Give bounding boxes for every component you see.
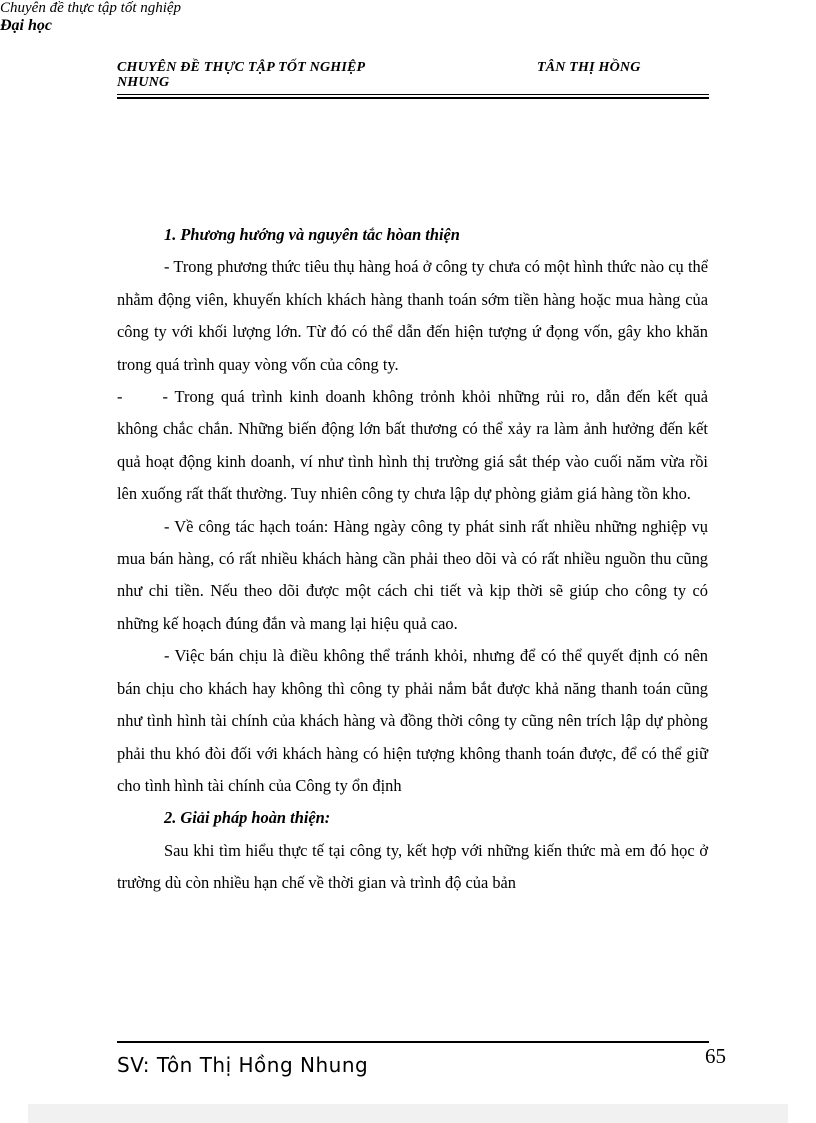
footer-student-name: SV: Tôn Thị Hồng Nhung [117,1053,369,1077]
page-number: 65 [705,1044,726,1068]
header-title [117,60,397,90]
header-title-text: CHUYÊN ĐỀ THỰC TẬP TỐT NGHIỆP [117,60,366,75]
body-text [117,219,708,900]
paragraph-2-bullet: - [117,387,123,407]
header-subtitle: Chuyên đề thực tập tốt nghiệp [0,0,182,16]
paragraph-2 [117,381,708,511]
paragraph-2-text: - Trong quá trình kinh doanh không trỏnh khỏi những rủi ro, dẫn đến kết quả không chắc chắn. Những biến động lớn bất thương có thể xảy ra làm ảnh hưởng đến kết quả hoạt động kinh doanh, ví như tình hình thị trường giá sắt thép vào cuối năm vừa rồi lên xuống rất thất thường. Tuy nhiên công ty chưa lập dự phòng giảm giá hàng tồn kho. [117,387,708,504]
header-author: TÂN THỊ HỒNG [537,60,641,75]
section-heading-2: 2. Giải pháp hoàn thiện: [164,808,331,828]
paragraph-3: - Về công tác hạch toán: Hàng ngày công ty phát sinh rất nhiều những nghiệp vụ mua bán hàng, có rất nhiều khách hàng cần phải theo dõi và có rất nhiều nguồn thu cũng như chi tiền. Nếu theo dõi được một cách chi tiết và kịp thời sẽ giúp cho công ty có những kế hoạch đúng đắn và mang lại hiệu quả cao. [117,516,708,633]
footer-rule [117,1041,709,1043]
paragraph-1: - Trong phương thức tiêu thụ hàng hoá ở công ty chưa có một hình thức nào cụ thể nhằm động viên, khuyến khích khách hàng thanh toán sớm tiền hàng hoặc mua hàng của công ty với khối lượng lớn. Từ đó có thể dẫn đến hiện tượng ứ đọng vốn, gây kho khăn trong quá trình quay vòng vốn của công ty. [117,257,708,374]
paragraph-4: - Việc bán chịu là điều không thể tránh khỏi, nhưng để có thể quyết định có nên bán chịu cho khách hay không thì công ty phải nắm bắt được khả năng thanh toán cũng như tình hình tài chính của khách hàng và đồng thời công ty cũng nên trích lập dự phòng phải thu khó đòi đối với khách hàng có hiện tượng không thanh toán được, để có thể giữ cho tình hình tài chính của Công ty ổn định [117,646,708,795]
bottom-strip [28,1104,788,1123]
header-rule-thick [117,97,709,99]
paragraph-5: Sau khi tìm hiểu thực tế tại công ty, kết hợp với những kiến thức mà em đó học ở trường dù còn nhiều hạn chế về thời gian và trình độ của bản [117,840,708,893]
header-rule-thin [117,94,709,95]
section-heading-1: 1. Phương hướng và nguyên tắc hòan thiện [164,225,460,244]
header-name-wrap: NHUNG [117,75,170,90]
header-university: Đại học [0,17,52,34]
